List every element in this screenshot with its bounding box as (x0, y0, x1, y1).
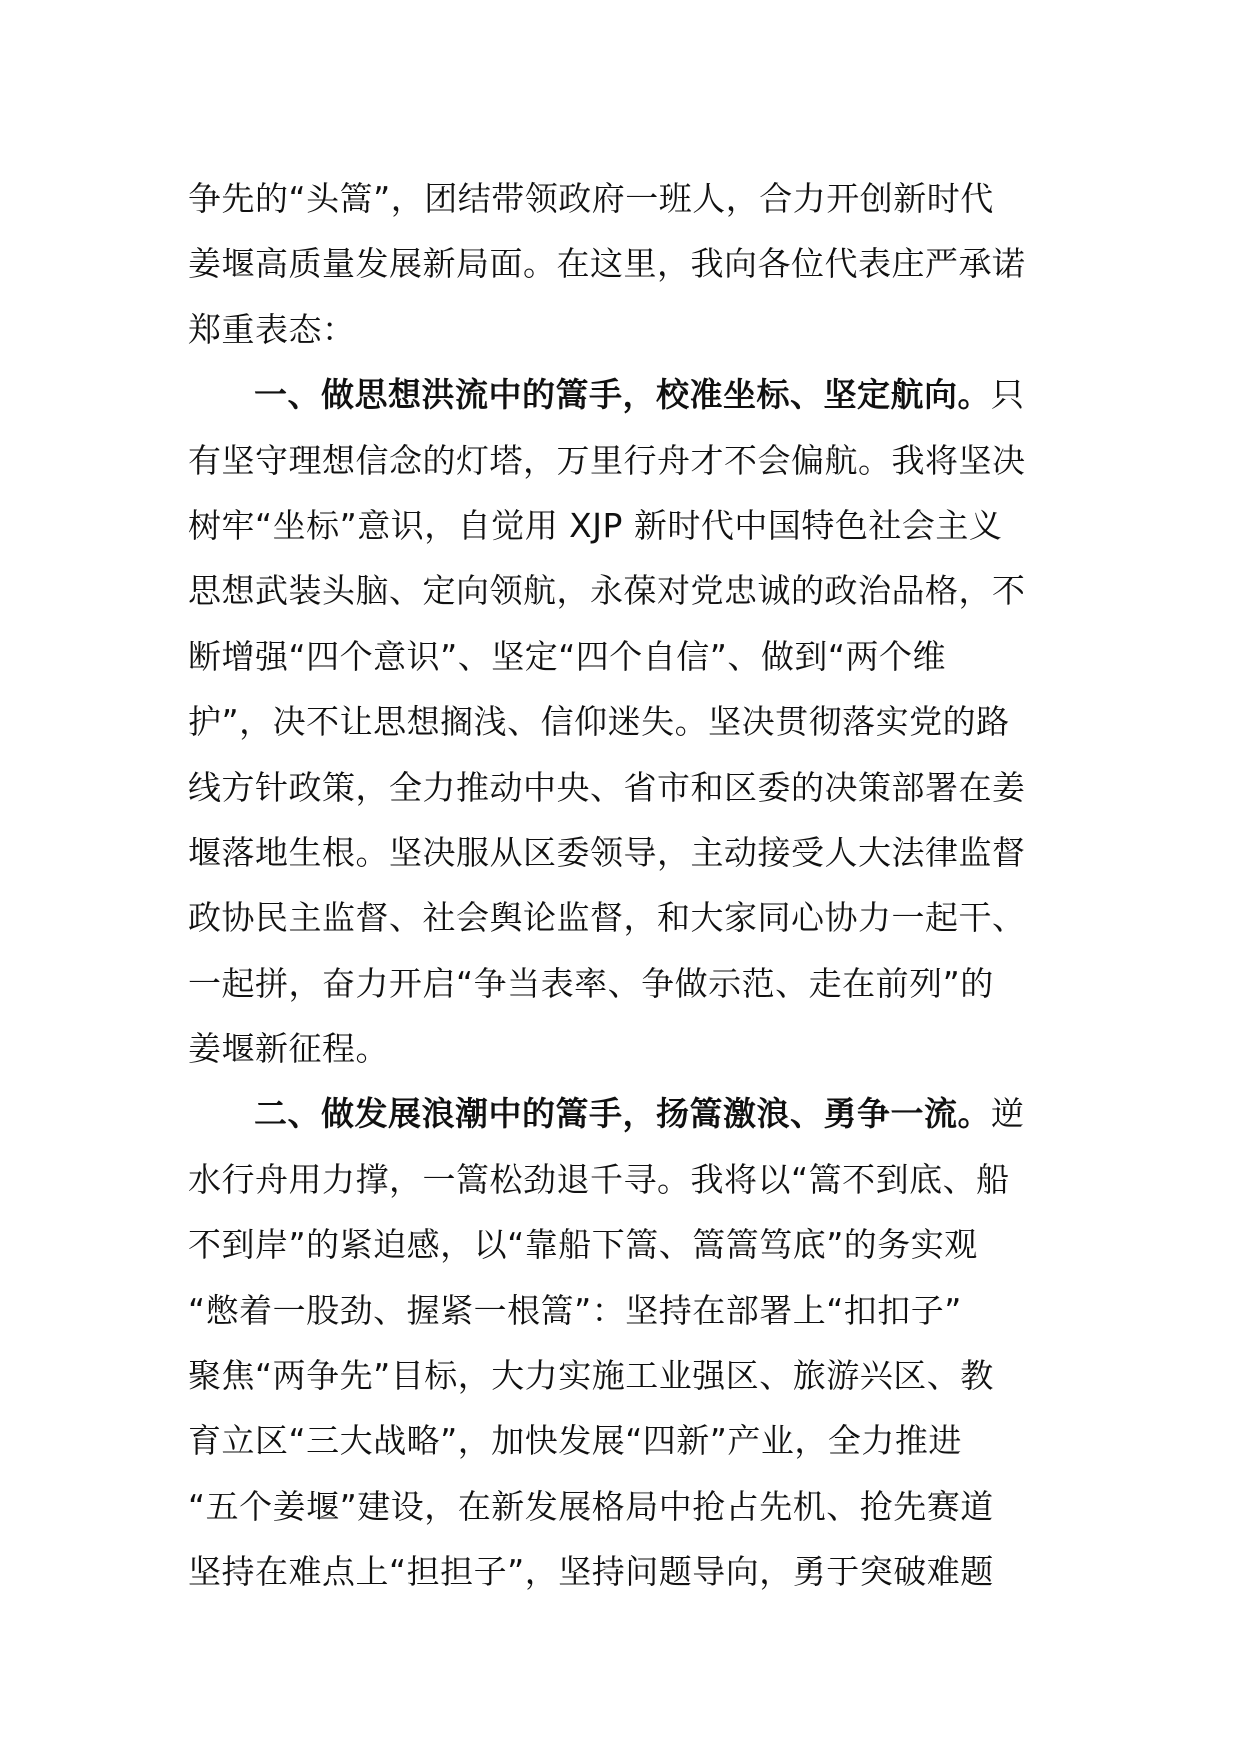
text-line: 堰落地生根。坚决服从区委领导，主动接受人大法律监督 (188, 832, 1026, 872)
text-line: 聚焦“两争先”目标，大力实施工业强区、旅游兴区、教 (188, 1356, 994, 1396)
text-line: 护”，决不让思想搁浅、信仰迷失。坚决贯彻落实党的路 (188, 702, 1010, 742)
text-line: 线方针政策，全力推动中央、省市和区委的决策部署在姜 (188, 767, 1026, 807)
text-line: 不到岸”的紧迫感，以“靠船下篙、篙篙笃底”的务实观 (188, 1225, 978, 1265)
text-fragment: 逆 (991, 1094, 1025, 1134)
text-line: 一起拼，奋力开启“争当表率、争做示范、走在前列”的 (188, 963, 994, 1003)
text-line: 姜堰新征程。 (188, 1029, 389, 1069)
document-body (188, 166, 1066, 1605)
text-line: 思想武装头脑、定向领航，永葆对党忠诚的政治品格，不 (188, 571, 1026, 611)
section-heading: 一、做思想洪流中的篙手，校准坐标、坚定航向。 (254, 375, 991, 415)
text-line: “五个姜堰”建设，在新发展格局中抢占先机、抢先赛道 (188, 1486, 994, 1526)
text-line: 断增强“四个意识”、坚定“四个自信”、做到“两个维 (188, 636, 946, 676)
text-line: 有坚守理想信念的灯塔，万里行舟才不会偏航。我将坚决 (188, 440, 1026, 480)
text-line: 政协民主监督、社会舆论监督，和大家同心协力一起干、 (188, 898, 1026, 938)
text-line: 水行舟用力撑，一篙松劲退千寻。我将以“篙不到底、船 (188, 1159, 1010, 1199)
section-heading: 二、做发展浪潮中的篙手，扬篙激浪、勇争一流。 (254, 1094, 991, 1134)
text-line: “憋着一股劲、握紧一根篙”：坚持在部署上“扣扣子” (188, 1290, 962, 1330)
text-fragment: 只 (991, 375, 1025, 415)
text-line: 姜堰高质量发展新局面。在这里，我向各位代表庄严承诺 (188, 244, 1026, 284)
text-line: 育立区“三大战略”，加快发展“四新”产业，全力推进 (188, 1421, 962, 1461)
text-line: 树牢“坐标”意识，自觉用 XJP 新时代中国特色社会主义 (188, 505, 1003, 545)
text-line: 郑重表态： (188, 309, 356, 349)
text-line: 坚持在难点上“担担子”，坚持问题导向，勇于突破难题 (188, 1552, 994, 1592)
text-line: 争先的“头篙”，团结带领政府一班人，合力开创新时代 (188, 179, 994, 218)
paragraph-heading-line (188, 362, 1066, 427)
paragraph-heading-line (188, 1081, 1066, 1146)
